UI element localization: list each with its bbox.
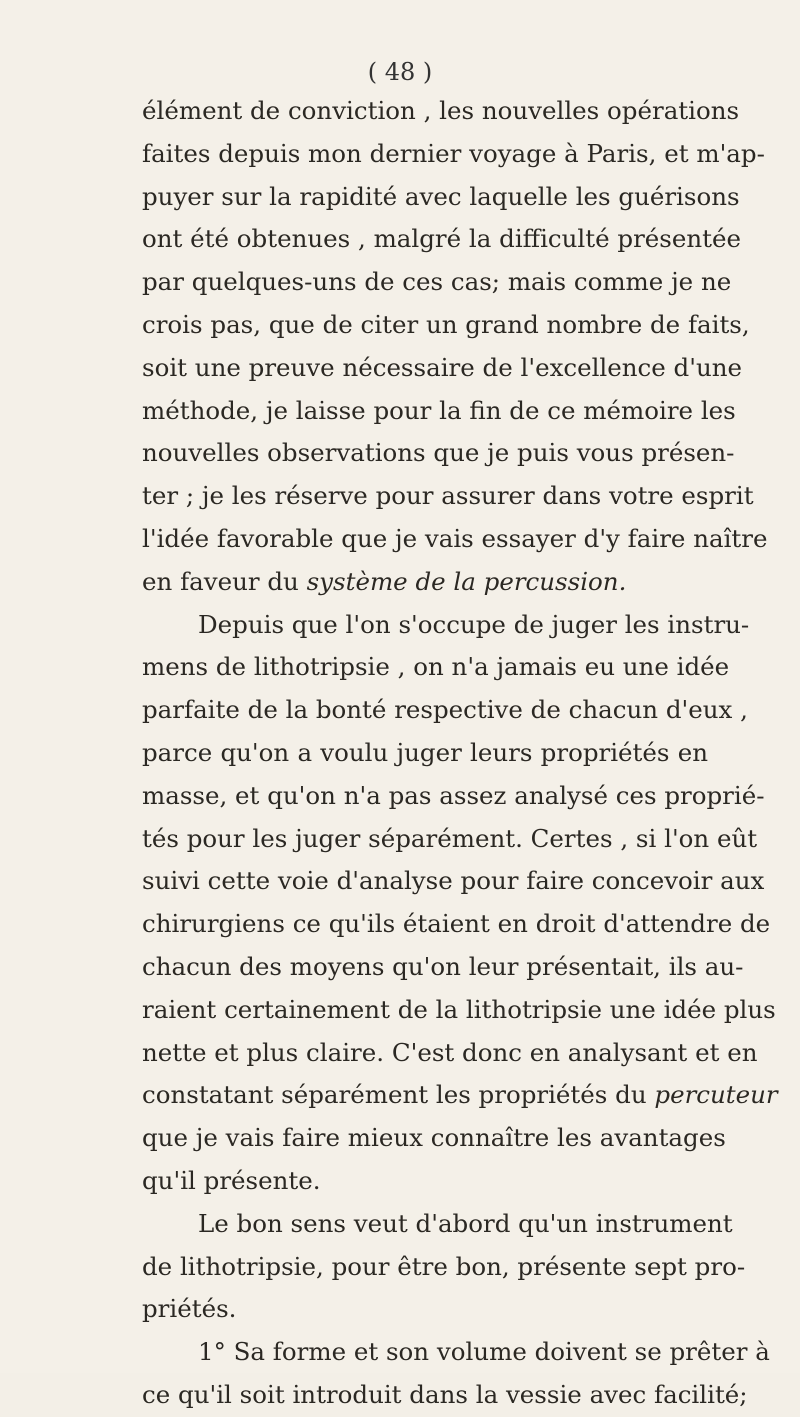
text-line: parce qu'on a voulu juger leurs propriétés en: [142, 737, 708, 767]
text-line: mens de lithotripsie , on n'a jamais eu une idée: [142, 652, 730, 682]
text-line: [142, 1074, 778, 1117]
text-line: ter ; je les réserve pour assurer dans votre esprit: [142, 481, 754, 511]
paragraph-first-line: Depuis que l'on s'occupe de juger les instru-: [198, 609, 750, 639]
text-line: qu'il présente.: [142, 1165, 321, 1195]
text-line: soit une preuve nécessaire de l'excellence d'une: [142, 352, 743, 382]
italic-phrase: système de la percussion.: [306, 566, 627, 596]
text-line: tés pour les juger séparément. Certes , si l'on eût: [142, 823, 758, 853]
text-line: par quelques-uns de ces cas; mais comme je ne: [142, 267, 732, 297]
text-fragment: en faveur du: [142, 566, 307, 596]
text-line: de lithotripsie, pour être bon, présente sept pro-: [142, 1251, 746, 1281]
text-line: l'idée favorable que je vais essayer d'y faire naître: [142, 523, 768, 553]
text-line: que je vais faire mieux connaître les avantages: [142, 1123, 726, 1153]
page-number: ( 48 ): [367, 58, 433, 86]
body-text: [142, 90, 778, 1417]
text-line: méthode, je laisse pour la fin de ce mémoire les: [142, 395, 736, 425]
text-line: crois pas, que de citer un grand nombre de faits,: [142, 309, 750, 339]
text-line: nouvelles observations que je puis vous présen-: [142, 438, 735, 468]
text-line: chirurgiens ce qu'ils étaient en droit d'attendre de: [142, 909, 771, 939]
text-line: ont été obtenues , malgré la difficulté présentée: [142, 224, 741, 254]
text-line: ce qu'il soit introduit dans la vessie avec facilité;: [142, 1379, 748, 1409]
text-fragment: constatant séparément les propriétés du: [142, 1080, 655, 1110]
text-line: puyer sur la rapidité avec laquelle les guérisons: [142, 181, 740, 211]
paragraph-first-line: 1° Sa forme et son volume doivent se prêter à: [198, 1337, 770, 1367]
paragraph-first-line: Le bon sens veut d'abord qu'un instrument: [198, 1208, 733, 1238]
text-line: priétés.: [142, 1294, 237, 1324]
text-line: faites depuis mon dernier voyage à Paris, et m'ap-: [142, 138, 765, 168]
text-line: raient certainement de la lithotripsie une idée plus: [142, 994, 776, 1024]
italic-word: percuteur: [654, 1080, 778, 1110]
text-line: chacun des moyens qu'on leur présentait, ils au-: [142, 951, 744, 981]
text-line: parfaite de la bonté respective de chacun d'eux ,: [142, 695, 748, 725]
text-line: masse, et qu'on n'a pas assez analysé ces proprié-: [142, 780, 765, 810]
text-line: élément de conviction , les nouvelles opérations: [142, 96, 740, 125]
text-line: nette et plus claire. C'est donc en analysant et en: [142, 1037, 758, 1067]
text-line: [142, 561, 708, 604]
text-line: suivi cette voie d'analyse pour faire concevoir aux: [142, 866, 765, 896]
